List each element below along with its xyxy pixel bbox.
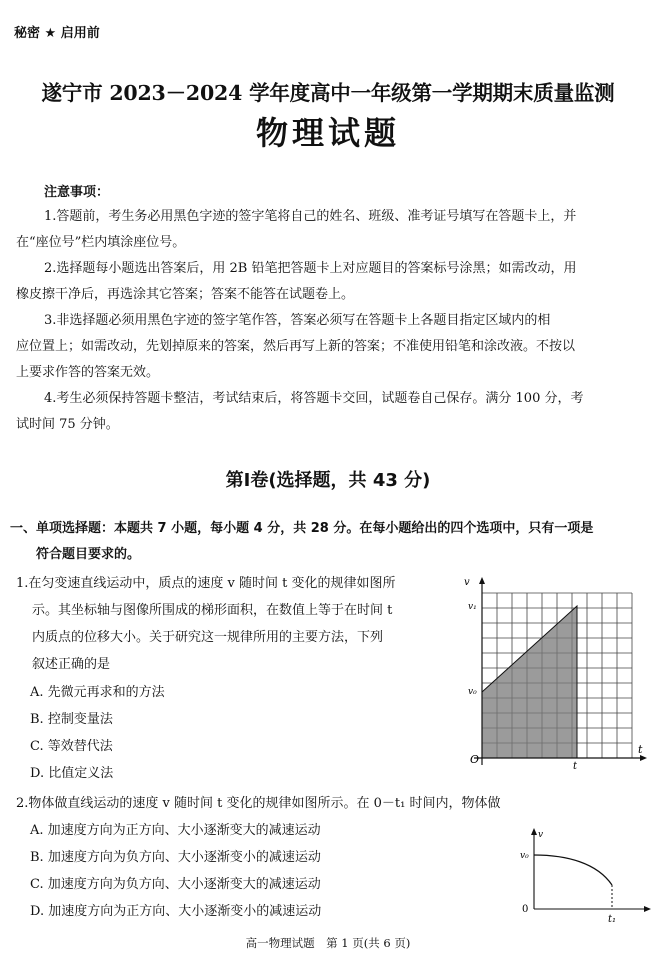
option-d: D. 加速度方向为正方向、大小逐渐变小的减速运动 bbox=[30, 904, 322, 919]
page-footer: 高一物理试题 第 1 页(共 6 页) bbox=[245, 936, 411, 950]
option-a: A. 先微元再求和的方法 bbox=[30, 685, 165, 700]
question-1-options bbox=[30, 679, 165, 787]
graph1-origin-label: O bbox=[470, 753, 480, 766]
option-b: B. 加速度方向为负方向、大小逐渐变小的减速运动 bbox=[30, 850, 321, 865]
option-a: A. 加速度方向为正方向、大小逐渐变大的减速运动 bbox=[30, 823, 321, 838]
trapezoid-area bbox=[482, 606, 577, 758]
notice-item-3: 3.非选择题必须用黑色字迹的签字笔作答，答案必须写在答题卡上各题目指定区域内的相 应位置上；如需改动，先划掉原来的答案，然后再写上新的答案；不准使用铅笔和涂改液。不按以 上要求作答的答案无效。 bbox=[16, 313, 576, 380]
option-d: D. 比值定义法 bbox=[30, 766, 114, 781]
notice-title: 注意事项： bbox=[44, 185, 110, 200]
notice-item-1: 1.答题前，考生务必用黑色字迹的签字笔将自己的姓名、班级、准考证号填写在答题卡上，并 在“座位号”栏内填涂座位号。 bbox=[16, 209, 577, 250]
option-c: C. 等效替代法 bbox=[30, 739, 113, 754]
confidential-label: 秘密 ★ 启用前 bbox=[14, 26, 100, 41]
question-1-stem: 1.在匀变速直线运动中，质点的速度 v 随时间 t 变化的规律如图所 示。其坐标轴与图像所围成的梯形面积，在数值上等于在时间 t 内质点的位移大小。关于研究这一规律所用的主要方法，下列 叙述正确的是 bbox=[16, 576, 396, 672]
graph1-v1-label: v₁ bbox=[468, 602, 477, 612]
subject-title: 物理试题 bbox=[255, 114, 400, 152]
graph2-v-axis-label: v bbox=[538, 830, 544, 840]
exam-title: 遂宁市 2023－2024 学年度高中一年级第一学期期末质量监测 bbox=[41, 81, 615, 105]
graph2-v0-label: v₀ bbox=[520, 851, 529, 861]
section-title: 第Ⅰ卷(选择题，共 43 分) bbox=[225, 470, 431, 491]
question-2-vt-graph bbox=[512, 825, 652, 925]
notice-item-2: 2.选择题每小题选出答案后，用 2B 铅笔把答题卡上对应题目的答案标号涂黑；如需改动，用 橡皮擦干净后，再选涂其它答案；答案不能答在试题卷上。 bbox=[16, 261, 577, 302]
notice-item-4: 4.考生必须保持答题卡整洁，考试结束后，将答题卡交回，试题卷自己保存。满分 100 分，考 试时间 75 分钟。 bbox=[16, 391, 584, 432]
part-title: 一、单项选择题：本题共 7 小题，每小题 4 分，共 28 分。在每小题给出的四个选项中，只有一项是 符合题目要求的。 bbox=[10, 521, 594, 562]
graph1-v-axis-label: v bbox=[464, 577, 470, 588]
option-b: B. 控制变量法 bbox=[30, 712, 113, 727]
question-2-stem: 2.物体做直线运动的速度 v 随时间 t 变化的规律如图所示。在 0－t₁ 时间内，物体做 bbox=[16, 796, 501, 811]
question-1-vt-graph bbox=[460, 575, 650, 770]
graph2-t1-label: t₁ bbox=[608, 914, 617, 925]
velocity-curve bbox=[534, 855, 612, 885]
question-2-options bbox=[30, 817, 321, 925]
graph1-t-mark: t bbox=[573, 761, 578, 770]
option-c: C. 加速度方向为负方向、大小逐渐变大的减速运动 bbox=[30, 877, 321, 892]
graph2-zero-label: 0 bbox=[522, 904, 529, 915]
graph1-v0-label: v₀ bbox=[468, 687, 477, 697]
graph1-t-axis-label: t bbox=[638, 743, 643, 756]
